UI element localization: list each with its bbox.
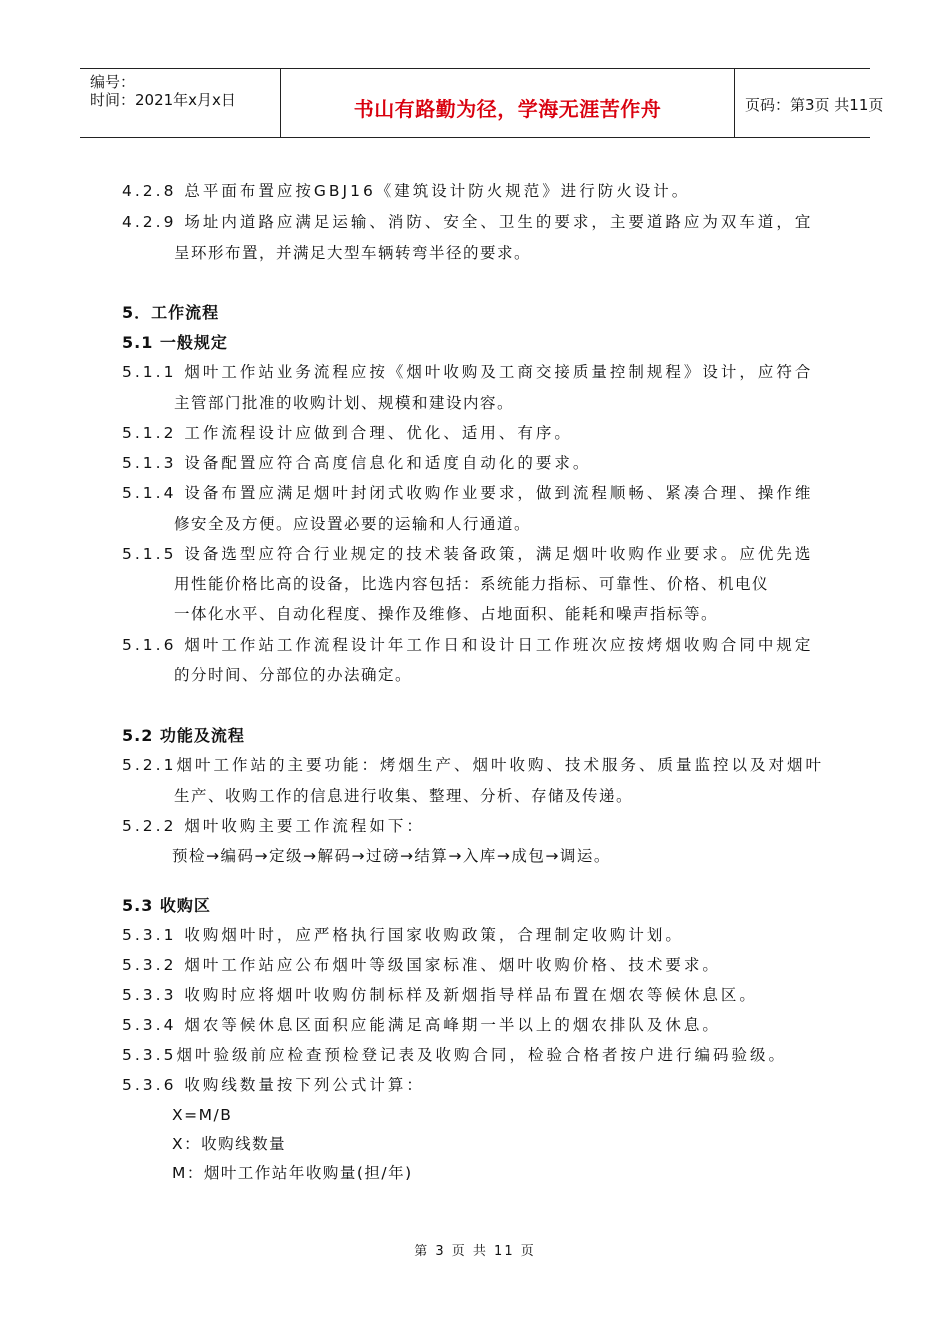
clause-5-1-3: 5.1.3 设备配置应符合高度信息化和适度自动化的要求。 [122, 454, 592, 472]
section-heading-5-3: 5.3 收购区 [122, 896, 211, 915]
page-footer: 第 3 页 共 11 页 [414, 1244, 536, 1259]
formula: X=M/B [172, 1106, 233, 1124]
section-heading-5-2: 5.2 功能及流程 [122, 726, 245, 745]
clause-5-1-5-cont-1: 用性能价格比高的设备，比选内容包括：系统能力指标、可靠性、价格、机电仪 [174, 575, 770, 593]
formula-definition-m: M：烟叶工作站年收购量(担/年) [172, 1164, 413, 1182]
header-motto: 书山有路勤为径，学海无涯苦作舟 [353, 97, 662, 121]
header-page-cell [735, 69, 884, 137]
document-date-label: 时间：2021年x月x日 [90, 91, 236, 109]
clause-5-1-5: 5.1.5 设备选型应符合行业规定的技术装备政策，满足烟叶收购作业要求。应优先选 [122, 545, 814, 563]
clause-5-3-6: 5.3.6 收购线数量按下列公式计算： [122, 1076, 425, 1094]
clause-4-2-8: 4.2.8 总平面布置应按GBJ16《建筑设计防火规范》进行防火设计。 [122, 182, 691, 200]
clause-5-2-1: 5.2.1烟叶工作站的主要功能：烤烟生产、烟叶收购、技术服务、质量监控以及对烟叶 [122, 756, 824, 774]
clause-5-1-5-cont-2: 一体化水平、自动化程度、操作及维修、占地面积、能耗和噪声指标等。 [174, 605, 719, 623]
document-number-label: 编号： [90, 73, 136, 91]
header-meta-cell [80, 69, 280, 137]
clause-5-3-2: 5.3.2 烟叶工作站应公布烟叶等级国家标准、烟叶收购价格、技术要求。 [122, 956, 721, 974]
header-motto-cell [280, 69, 735, 137]
clause-5-1-6: 5.1.6 烟叶工作站工作流程设计年工作日和设计日工作班次应按烤烟收购合同中规定 [122, 636, 814, 654]
clause-5-2-1-cont: 生产、收购工作的信息进行收集、整理、分析、存储及传递。 [174, 787, 634, 805]
clause-5-3-5: 5.3.5烟叶验级前应检查预检登记表及收购合同，检验合格者按户进行编码验级。 [122, 1046, 787, 1064]
page-header [80, 68, 884, 138]
clause-4-2-9-cont: 呈环形布置，并满足大型车辆转弯半径的要求。 [174, 244, 532, 262]
clause-5-1-6-cont: 的分时间、分部位的办法确定。 [174, 666, 413, 684]
clause-5-2-2: 5.2.2 烟叶收购主要工作流程如下： [122, 817, 425, 835]
clause-5-3-4: 5.3.4 烟农等候休息区面积应能满足高峰期一半以上的烟农排队及休息。 [122, 1016, 721, 1034]
clause-5-1-1: 5.1.1 烟叶工作站业务流程应按《烟叶收购及工商交接质量控制规程》设计，应符合 [122, 363, 814, 381]
workflow-sequence: 预检→编码→定级→解码→过磅→结算→入库→成包→调运。 [172, 847, 611, 865]
section-heading-5: 5．工作流程 [122, 303, 220, 322]
clause-5-1-4-cont: 修安全及方便。应设置必要的运输和人行通道。 [174, 515, 532, 533]
clause-5-1-4: 5.1.4 设备布置应满足烟叶封闭式收购作业要求，做到流程顺畅、紧凑合理、操作维 [122, 484, 814, 502]
header-page-code: 页码：第3页 共11页 [745, 96, 884, 114]
clause-5-3-3: 5.3.3 收购时应将烟叶收购仿制标样及新烟指导样品布置在烟农等候休息区。 [122, 986, 758, 1004]
clause-5-3-1: 5.3.1 收购烟叶时，应严格执行国家收购政策，合理制定收购计划。 [122, 926, 684, 944]
clause-4-2-9: 4.2.9 场址内道路应满足运输、消防、安全、卫生的要求，主要道路应为双车道，宜 [122, 213, 814, 231]
formula-definition-x: X：收购线数量 [172, 1135, 287, 1153]
section-heading-5-1: 5.1 一般规定 [122, 333, 228, 352]
clause-5-1-2: 5.1.2 工作流程设计应做到合理、优化、适用、有序。 [122, 424, 573, 442]
clause-5-1-1-cont: 主管部门批准的收购计划、规模和建设内容。 [174, 394, 515, 412]
